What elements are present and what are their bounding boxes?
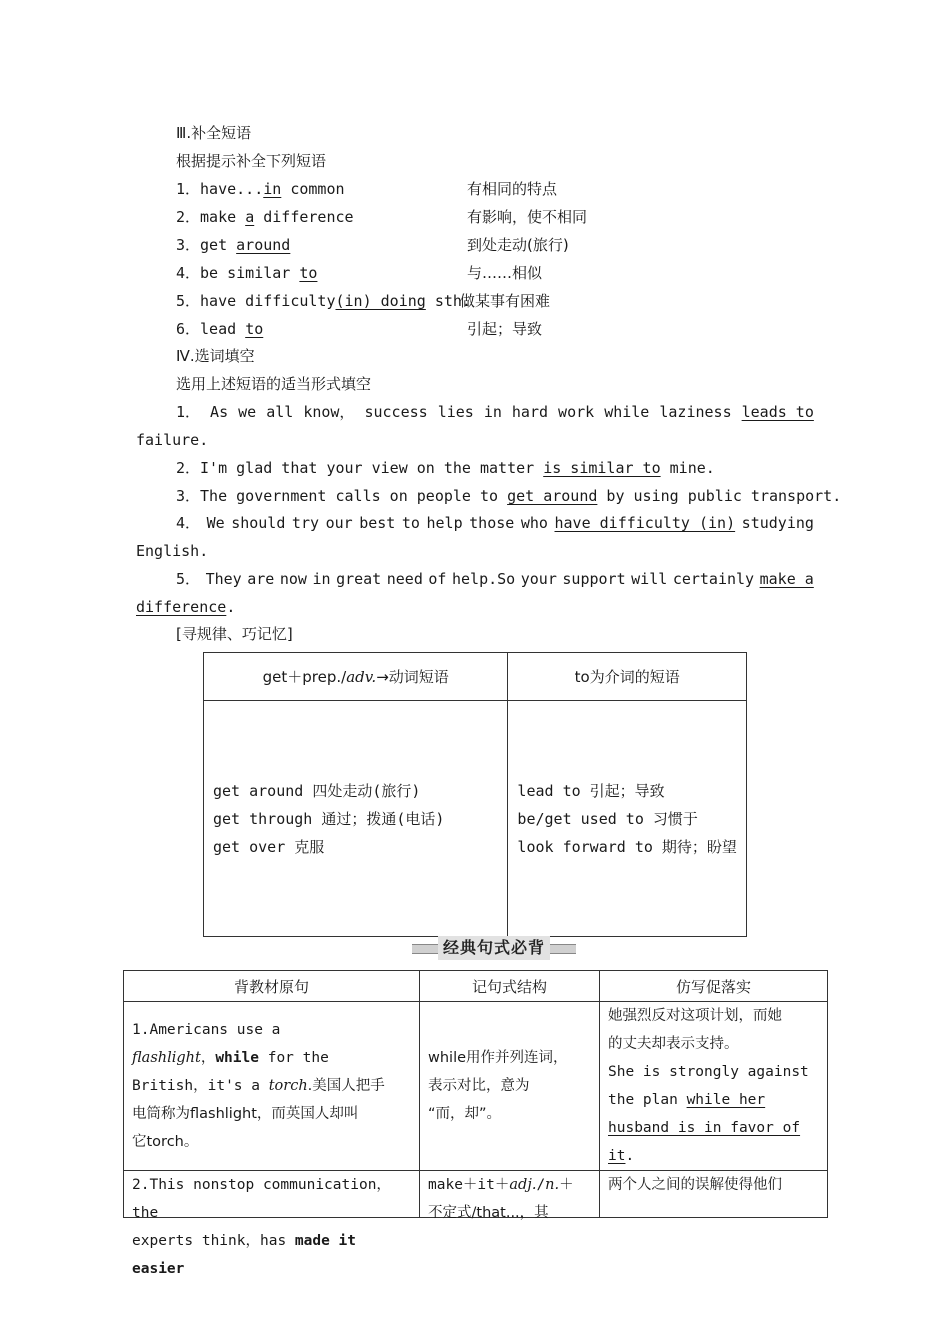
sentence-text: . — [226, 598, 236, 616]
answer-blank: is similar to — [543, 459, 661, 477]
rule-table-cell-get-phrases — [204, 701, 508, 937]
item-number: 3． — [176, 236, 201, 254]
sentence-5-line-2 — [136, 597, 235, 617]
note-text: / — [536, 1177, 546, 1193]
sentence-pattern-table — [123, 970, 828, 1277]
phrase-meaning-6: 引起；导致 — [467, 320, 543, 338]
header-text: →动词短语 — [376, 668, 449, 686]
header-text: get＋prep./ — [262, 668, 347, 686]
list-item: be/get used to 习惯于 — [517, 809, 698, 828]
section-4-instruction: 选用上述短语的适当形式填空 — [176, 375, 372, 393]
phrase-item-4 — [176, 263, 317, 283]
word: while — [604, 403, 650, 421]
word: will — [631, 570, 668, 588]
phrase-meaning-4: 与……相似 — [467, 264, 543, 282]
phrase-item-3 — [176, 235, 290, 255]
header-text: adv. — [346, 668, 377, 686]
punctuation: ， — [200, 1050, 216, 1066]
sentence-text: 3．The government calls on people to — [176, 487, 508, 505]
sentence-5-line-1 — [176, 569, 814, 589]
phrase-text: lead — [200, 320, 246, 338]
list-item: get around 四处走动(旅行) — [213, 781, 421, 800]
word: lies — [437, 403, 474, 421]
answer-blank: (in) doing — [335, 292, 426, 310]
word: hard — [511, 403, 549, 421]
word: certainly — [672, 570, 755, 588]
answer-blank: around — [236, 236, 291, 254]
sentence-4-line-2: English. — [136, 542, 209, 560]
sentence-text: . — [625, 1148, 635, 1164]
phrase-item-6 — [176, 319, 263, 339]
phrase-text: have difficulty — [200, 292, 336, 310]
word: great — [336, 570, 382, 588]
sentence-table-header-1: 背教材原句 — [124, 971, 420, 1002]
practice-sentence-1 — [600, 1002, 828, 1171]
item-number: 4． — [176, 264, 201, 282]
cell-content — [132, 1171, 413, 1277]
word: of — [428, 570, 447, 588]
note-line: 表示对比，意为 — [428, 1078, 530, 1094]
word: our — [325, 514, 353, 532]
word: who — [520, 514, 548, 532]
section-3-instruction: 根据提示补全下列短语 — [176, 152, 327, 170]
word: 4． — [176, 514, 201, 532]
item-number: 5． — [176, 292, 201, 310]
phrase-rule-table — [203, 652, 747, 937]
word: those — [469, 514, 515, 532]
answer-blank: while her — [686, 1092, 766, 1108]
word: try — [291, 514, 320, 532]
sentence-text: the plan — [608, 1092, 687, 1108]
answer-blank: in — [263, 180, 282, 198]
item-number: 2． — [176, 208, 201, 226]
word: They — [205, 570, 242, 588]
sentence-table-header-3: 仿写促落实 — [600, 971, 828, 1002]
word: 5． — [176, 570, 201, 588]
sentence-2 — [176, 458, 715, 478]
word: work — [558, 403, 595, 421]
note-text: ＋ — [559, 1177, 574, 1193]
word: in — [312, 570, 331, 588]
section-4-title: Ⅳ.选词填空 — [176, 347, 255, 365]
structure-note-2 — [420, 1171, 600, 1221]
italic-word: n. — [545, 1177, 560, 1193]
phrase-item-2 — [176, 207, 354, 227]
phrase-text: have... — [200, 180, 264, 198]
word: studying — [741, 514, 814, 532]
answer-blank: get around — [507, 487, 598, 505]
practice-line: She is strongly against — [608, 1064, 809, 1080]
sentence-line — [132, 1044, 413, 1072]
word: best — [359, 514, 396, 532]
memory-label: [寻规律、巧记忆] — [176, 625, 293, 643]
sentence-text: for the — [258, 1050, 329, 1066]
note-line — [428, 1171, 593, 1199]
banner-title: 经典句式必背 — [438, 936, 550, 960]
word: all — [266, 403, 294, 421]
phrase-text: difference — [254, 208, 354, 226]
sentence-line — [132, 1072, 413, 1100]
italic-word: torch — [268, 1078, 308, 1094]
practice-line: 的丈夫却表示支持。 — [608, 1036, 739, 1052]
section-banner — [412, 936, 576, 960]
word: We — [206, 514, 225, 532]
sentence-text: mine. — [660, 459, 715, 477]
word: in — [483, 403, 502, 421]
italic-word: adj. — [509, 1177, 537, 1193]
phrase-meaning-3: 到处走动(旅行) — [467, 236, 569, 254]
sentence-line: 2.This nonstop communication，the — [132, 1177, 391, 1221]
word: success — [364, 403, 428, 421]
sentence-text: .美国人把手 — [307, 1078, 385, 1094]
note-line: “而，却”。 — [428, 1106, 502, 1122]
structure-note-1 — [420, 1002, 600, 1171]
sentence-line: 它torch。 — [132, 1134, 199, 1150]
word: laziness — [659, 403, 732, 421]
note-line: 不定式/that...，其 — [428, 1205, 549, 1221]
sentence-table-header-2: 记句式结构 — [420, 971, 600, 1002]
note-text: make＋it＋ — [428, 1177, 510, 1193]
sentence-line: 1.Americans use a — [132, 1022, 281, 1038]
sentence-text: British，it's a — [132, 1078, 269, 1094]
sentence-line — [132, 1227, 413, 1283]
word: As — [210, 403, 229, 421]
note-line: while用作并列连词， — [428, 1050, 568, 1066]
word: your — [520, 570, 557, 588]
rule-table-cell-to-phrases — [508, 701, 747, 937]
answer-blank: difference — [136, 598, 227, 616]
sentence-line: 电筒称为flashlight，而英国人却叫 — [132, 1106, 359, 1122]
practice-sentence-2 — [600, 1171, 828, 1218]
section-3-title: Ⅲ.补全短语 — [176, 124, 252, 142]
answer-blank: to — [245, 320, 264, 338]
italic-word: flashlight — [132, 1050, 201, 1066]
word: are — [247, 570, 275, 588]
word: we — [238, 403, 257, 421]
sentence-4-line-1 — [176, 513, 814, 533]
list-item: look forward to 期待；盼望 — [517, 837, 737, 856]
phrase-text: common — [281, 180, 345, 198]
word: help.So — [452, 570, 516, 588]
word: should — [231, 514, 286, 532]
word: to — [401, 514, 420, 532]
phrase-text: be similar — [200, 264, 300, 282]
list-item: lead to 引起；导致 — [517, 781, 665, 800]
sentence-text: experts think，has — [132, 1233, 295, 1249]
practice-line: 两个人之间的误解使得他们 — [608, 1177, 782, 1193]
cell-content — [428, 1171, 593, 1221]
rule-table-header-1 — [204, 653, 508, 701]
practice-line: 她强烈反对这项计划，而她 — [608, 1008, 782, 1024]
word: help — [426, 514, 463, 532]
sentence-1-line-2: failure. — [136, 431, 209, 449]
phrase-meaning-1: 有相同的特点 — [467, 180, 558, 198]
sentence-text: 2．I'm glad that your view on the matter — [176, 459, 544, 477]
bold-phrase: made it easier — [132, 1233, 357, 1277]
answer-blank: make a — [759, 570, 814, 588]
practice-line — [608, 1086, 821, 1114]
bold-word: while — [215, 1050, 259, 1066]
sentence-1-line-1 — [176, 402, 814, 422]
sentence-3 — [176, 486, 841, 506]
word: need — [386, 570, 423, 588]
list-item: get over 克服 — [213, 837, 325, 856]
phrase-text: make — [200, 208, 246, 226]
word: know， — [303, 403, 355, 421]
banner-left-bar — [412, 944, 438, 954]
answer-blank: have difficulty (in) — [554, 514, 736, 532]
original-sentence-2 — [124, 1171, 420, 1277]
answer-blank: it — [608, 1148, 626, 1164]
word: support — [562, 570, 626, 588]
cell-content — [608, 1171, 821, 1217]
answer-blank: to — [299, 264, 318, 282]
phrase-meaning-2: 有影响，使不相同 — [467, 208, 588, 226]
phrase-item-5 — [176, 291, 471, 311]
answer-blank: leads to — [741, 403, 814, 421]
answer-blank: husband is in favor of — [608, 1120, 801, 1136]
item-number: 6． — [176, 320, 201, 338]
word: 1． — [176, 403, 201, 421]
answer-blank: a — [245, 208, 255, 226]
word: now — [279, 570, 307, 588]
phrase-meaning-5: 做某事有困难 — [460, 292, 551, 310]
practice-line — [608, 1142, 821, 1170]
rule-table-header-2: to为介词的短语 — [508, 653, 747, 701]
banner-right-bar — [550, 944, 576, 954]
sentence-text: by using public transport. — [597, 487, 842, 505]
phrase-text: get — [200, 236, 237, 254]
list-item: get through 通过；拨通(电话) — [213, 809, 445, 828]
phrase-item-1 — [176, 179, 345, 199]
item-number: 1． — [176, 180, 201, 198]
original-sentence-1 — [124, 1002, 420, 1171]
phrase-text: sth. — [425, 292, 471, 310]
